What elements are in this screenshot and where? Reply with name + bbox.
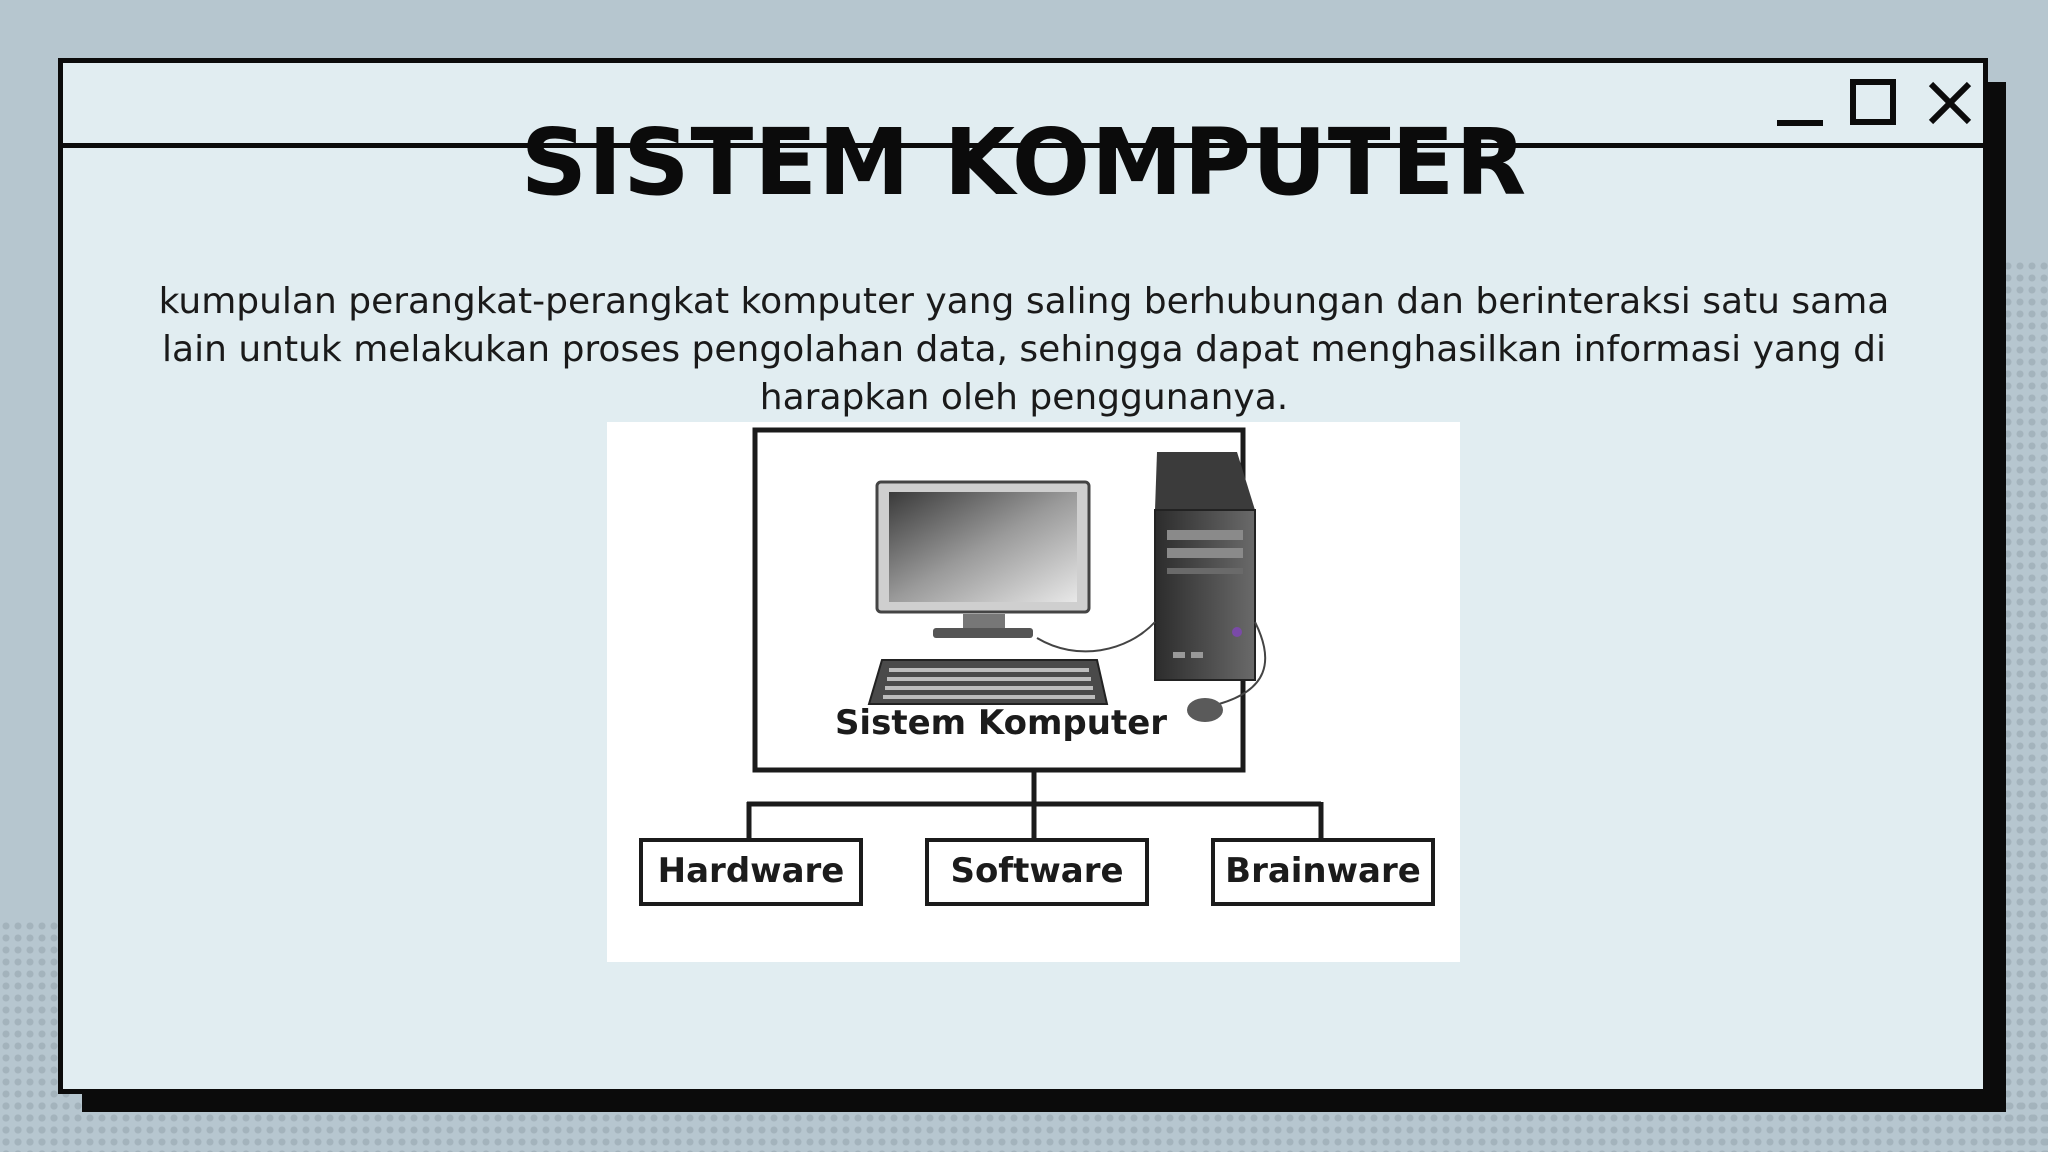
child-node-hardware (641, 840, 861, 904)
child-node-brainware (1213, 840, 1433, 904)
child-label-hardware: Hardware (657, 851, 845, 891)
child-node-software (927, 840, 1147, 904)
diagram-svg (607, 422, 1460, 962)
diagram-connectors (747, 770, 1321, 840)
slide-title: SISTEM KOMPUTER (520, 109, 1528, 216)
slide-description: kumpulan perangkat-perangkat komputer yang saling berhubungan dan berinteraksi satu sama lain untuk melakukan proses pengolahan data, sehingga dapat menghasilkan informasi yang di harapkan oleh penggunanya. (158, 281, 1890, 418)
child-label-brainware: Brainware (1225, 851, 1421, 891)
diagram-root-label: Sistem Komputer (834, 703, 1168, 743)
system-diagram (607, 422, 1460, 962)
child-label-software: Software (950, 851, 1124, 891)
